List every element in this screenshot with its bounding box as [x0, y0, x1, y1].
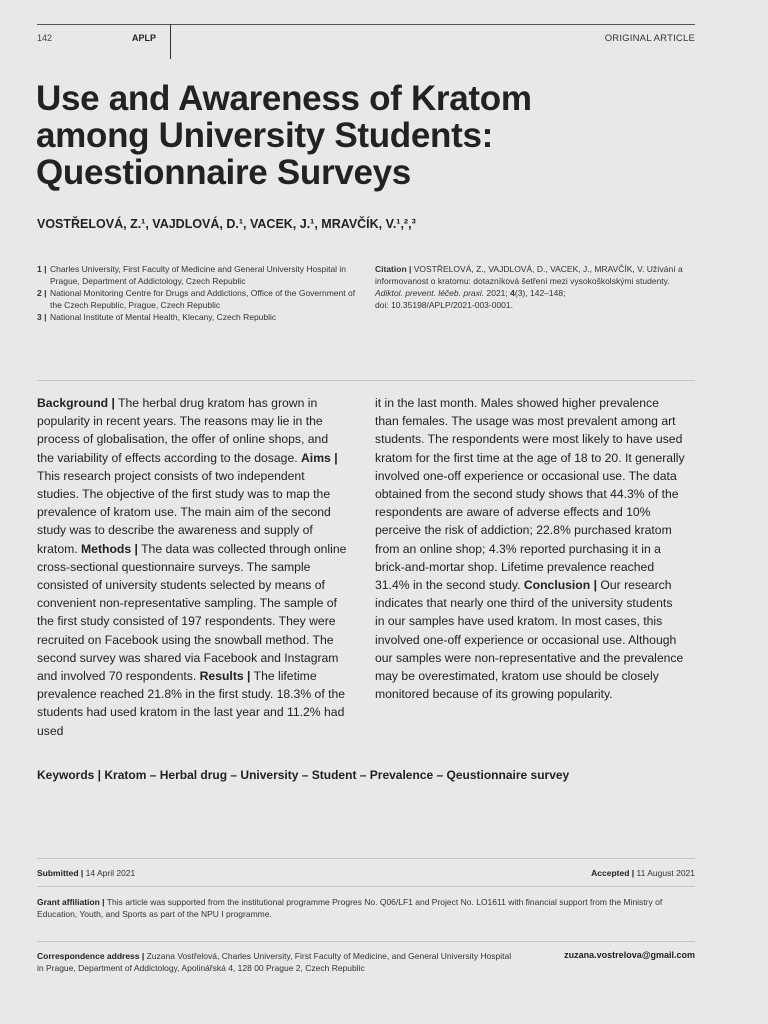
background-label: Background | [37, 396, 115, 410]
abstract-top-rule [37, 380, 695, 381]
correspondence-text: Zuzana Vostřelová, Charles University, First Faculty of Medicine, and General University Hospital in Prague, Department of Addictology, Apolinářská 4, 128 00 Prague 2, Czech Republic [37, 951, 512, 973]
affiliation-text: National Institute of Mental Health, Klecany, Czech Republic [50, 312, 277, 322]
submitted-label: Submitted | [37, 868, 84, 878]
section-label: ORIGINAL ARTICLE [604, 33, 695, 44]
affiliation-item [37, 263, 357, 287]
title-line: Use and Awareness of Kratom [36, 79, 532, 118]
abstract-column-1 [37, 394, 347, 740]
citation-journal: Adiktol. prevent. léčeb. praxi. [375, 288, 485, 298]
citation-year: 2021; [484, 288, 511, 298]
grant-text: This article was supported from the institutional programme Progres No. Q06/LF1 and Project No. LO1611 with financial support from the Ministry of Education, Youth, and Sports as part of the NPU I programme. [37, 897, 663, 919]
citation [375, 263, 695, 311]
conclusion-text: Our research indicates that nearly one third of the university students in our samples have used kratom. In most cases, this involved one-off experience or occasional use. Although our samples were non-representative and the prevalence may be overestimated, kratom use should be closely monitored because of its growing popularity. [375, 578, 684, 702]
title-line: Questionnaire Surveys [36, 153, 411, 192]
submitted-date [37, 867, 135, 879]
email-link[interactable]: zuzana.vostrelova@gmail.com [564, 950, 695, 960]
title-line: among University Students: [36, 116, 493, 155]
grant-rule [37, 886, 695, 887]
affiliation-item [37, 287, 357, 311]
aims-label: Aims | [301, 450, 338, 465]
methods-label: Methods | [81, 541, 138, 556]
article-title [36, 80, 676, 191]
accepted-label: Accepted | [591, 868, 635, 878]
affiliation-number: 1 | [37, 264, 47, 274]
journal-name: APLP [132, 33, 157, 43]
correspondence-label: Correspondence address | [37, 951, 145, 961]
citation-label: Citation | [375, 264, 412, 274]
accepted-date [591, 867, 695, 879]
keywords: Keywords | Kratom – Herbal drug – University – Student – Prevalence – Qeustionnaire survey [37, 768, 570, 782]
header-rule [37, 24, 695, 25]
accepted-value: 11 August 2021 [634, 868, 695, 878]
affiliation-number: 2 | [37, 288, 47, 298]
results-label: Results | [199, 669, 251, 684]
submitted-value: 14 April 2021 [83, 868, 136, 878]
results-text-continued: it in the last month. Males showed higher prevalence than females. The usage was most prevalent among art students. The respondents were most likely to have used kratom for the first time at the age of 18 to 20. It generally involved one-off experience or occasional use. The data obtained from the second study shows that 44.3% of the respondents are aware of adverse effects and 10% perceive the risk of addiction; 22.8% purchased kratom from an online shop; 4.3% reported purchasing it in a brick-and-mortar shop. Lifetime prevalence reached 31.4% in the second study. [375, 396, 685, 593]
header-divider [170, 24, 171, 59]
abstract-column-2 [375, 394, 685, 703]
methods-text: The data was collected through online cross-sectional questionnaire surveys. The sample consisted of university students selected by means of convenient non-representative sampling. The sample of the first study consisted of 197 respondents. They were recruited on Facebook using the snowball method. The second survey was shared via Facebook and Instagram and involved 70 respondents. [37, 541, 347, 684]
affiliation-item [37, 311, 357, 323]
footer-rule [37, 858, 695, 859]
citation-volume: 4 [510, 288, 515, 298]
affiliations [37, 263, 357, 323]
citation-text: VOSTŘELOVÁ, Z., VAJDLOVÁ, D., VACEK, J., MRAVČÍK, V. Užívání a informovanost o kratomu: dotazníková šetření mezi vysokoškolskými studenty. [375, 264, 683, 286]
page-number: 142 [37, 33, 53, 43]
grant-affiliation [37, 896, 695, 920]
results-text: The lifetime prevalence reached 21.8% in the first study. 18.3% of the students had used kratom in the last year and 11.2% had used [37, 669, 346, 738]
citation-doi: doi: 10.35198/APLP/2021-003-0001. [375, 300, 514, 310]
affiliation-number: 3 | [37, 312, 47, 322]
background-text: The herbal drug kratom has grown in popularity in recent years. The reasons may lie in the process of globalisation, the offer of online shops, and the variability of effects according to the dosage. [37, 396, 329, 465]
grant-label: Grant affiliation | [37, 897, 105, 907]
aims-text: This research project consists of two independent studies. The objective of the first study was to map the prevalence of kratom use. The main aim of the second study was to describe the awareness and supply of kratom. [37, 468, 331, 556]
authors: VOSTŘELOVÁ, Z.¹, VAJDLOVÁ, D.¹, VACEK, J.¹, MRAVČÍK, V.¹,²,³ [37, 217, 416, 231]
affiliation-text: National Monitoring Centre for Drugs and Addictions, Office of the Government of the Czech Republic, Prague, Czech Republic [50, 288, 356, 310]
correspondence-rule [37, 941, 695, 942]
conclusion-label: Conclusion | [523, 578, 597, 593]
correspondence-address [37, 950, 517, 974]
citation-pages: (3), 142–148; [514, 288, 566, 298]
affiliation-text: Charles University, First Faculty of Medicine and General University Hospital in Prague, Department of Addictology, Czech Republic [50, 264, 347, 286]
